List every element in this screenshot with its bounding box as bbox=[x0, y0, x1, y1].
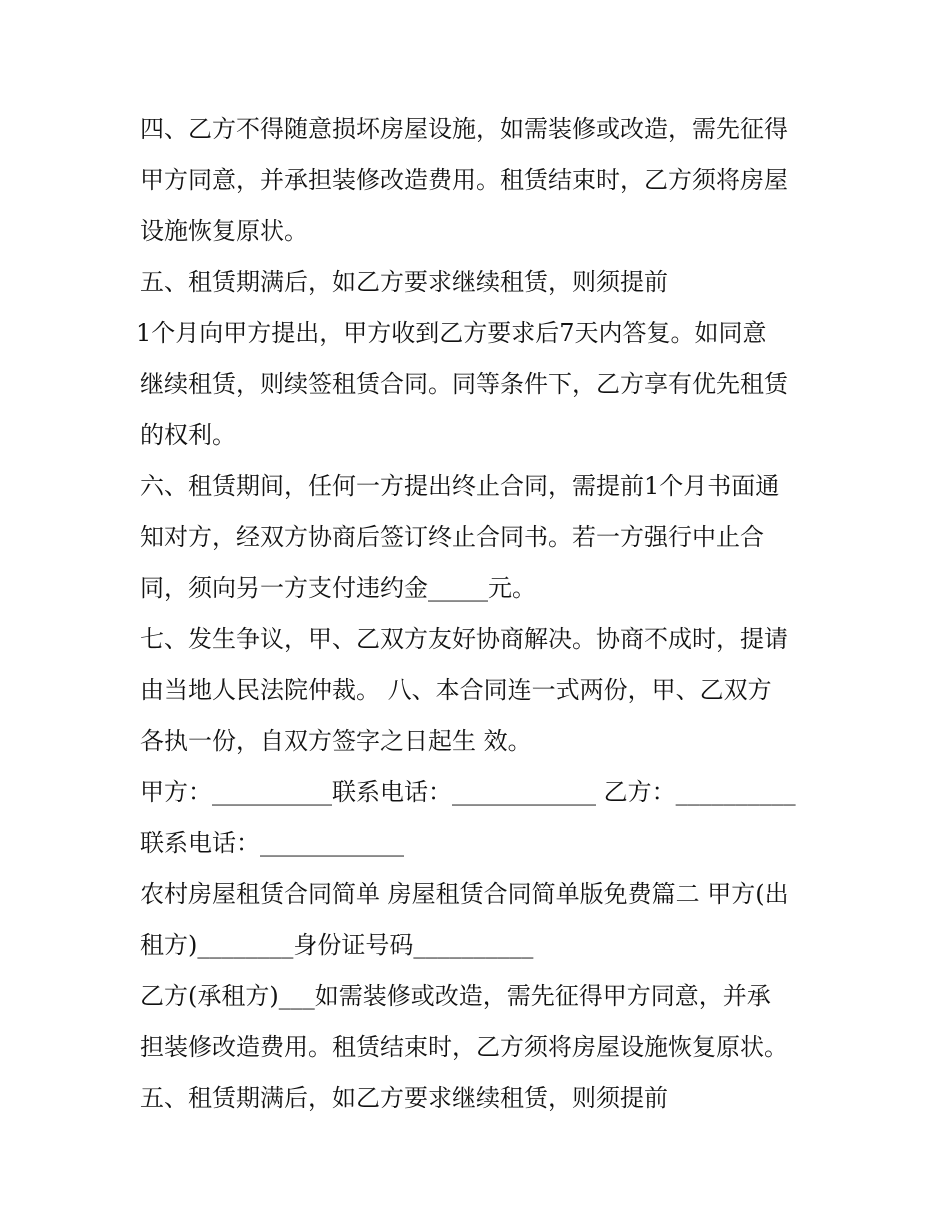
text-line: 甲方：__________联系电话：____________ 乙方：__________ bbox=[140, 778, 796, 806]
text-line: 联系电话：____________ bbox=[140, 829, 404, 857]
text-line: 1个月向甲方提出，甲方收到乙方要求后7天内答复。如同意 bbox=[136, 319, 767, 347]
text-line: 五、租赁期满后，如乙方要求继续租赁，则须提前 bbox=[140, 1084, 668, 1112]
document-body bbox=[136, 104, 830, 1124]
text-line: 同，须向另一方支付违约金_____元。 bbox=[140, 574, 536, 602]
text-line: 七、发生争议，甲、乙双方友好协商解决。协商不成时，提请 bbox=[140, 625, 788, 653]
text-line: 设施恢复原状。 bbox=[140, 217, 308, 245]
text-line: 五、租赁期满后，如乙方要求继续租赁，则须提前 bbox=[140, 268, 668, 296]
text-line: 农村房屋租赁合同简单 房屋租赁合同简单版免费篇二 甲方(出 bbox=[140, 880, 789, 908]
text-line: 知对方，经双方协商后签订终止合同书。若一方强行中止合 bbox=[140, 523, 764, 551]
text-line: 由当地人民法院仲裁。 八、本合同连一式两份，甲、乙双方 bbox=[140, 676, 772, 704]
text-line: 继续租赁，则续签租赁合同。同等条件下，乙方享有优先租赁 bbox=[140, 370, 788, 398]
text-line: 的权利。 bbox=[140, 421, 236, 449]
text-line: 担装修改造费用。租赁结束时，乙方须将房屋设施恢复原状。 bbox=[140, 1033, 788, 1061]
text-line: 六、租赁期间，任何一方提出终止合同，需提前1个月书面通 bbox=[140, 472, 780, 500]
text-line: 乙方(承租方)___如需装修或改造，需先征得甲方同意，并承 bbox=[140, 982, 771, 1010]
text-line: 租方)________身份证号码__________ bbox=[140, 931, 534, 959]
text-line: 甲方同意，并承担装修改造费用。租赁结束时，乙方须将房屋 bbox=[140, 166, 788, 194]
text-line: 各执一份，自双方签字之日起生 效。 bbox=[140, 727, 532, 755]
text-line: 四、乙方不得随意损坏房屋设施，如需装修或改造，需先征得 bbox=[140, 115, 788, 143]
